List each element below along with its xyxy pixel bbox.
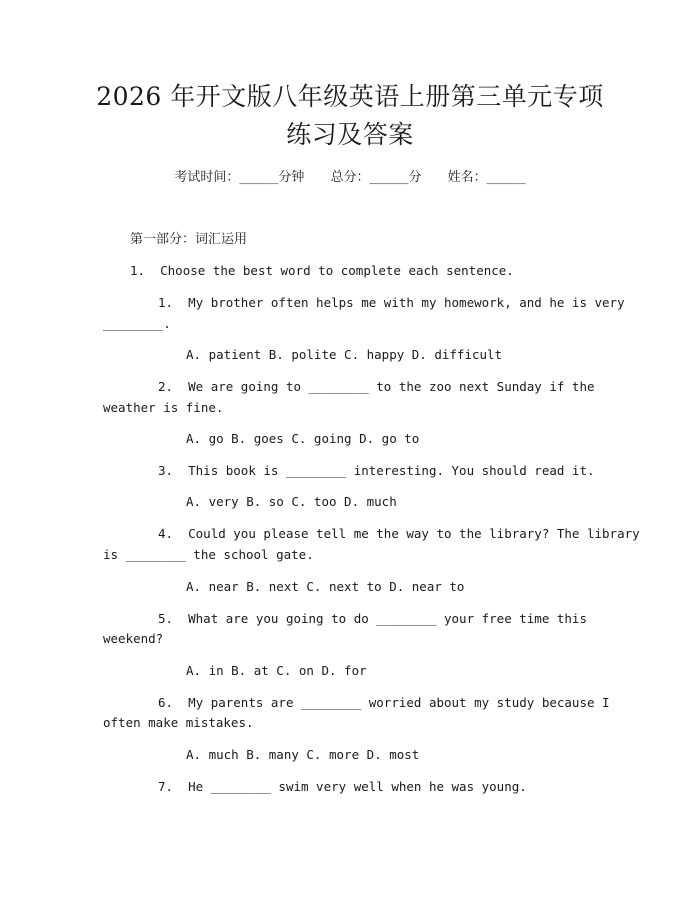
question-item-1-text: My brother often helps me with my homework, and he is very: [188, 295, 625, 310]
question-item-1-line2: ________.: [103, 316, 171, 331]
question-group-heading: [130, 260, 514, 281]
question-group-instruction: Choose the best word to complete each sentence.: [160, 263, 514, 278]
question-item-6-line1: [158, 692, 610, 713]
question-item-3-text: This book is ________ interesting. You should read it.: [188, 463, 595, 478]
question-item-2-options: A. go B. goes C. going D. go to: [186, 431, 420, 446]
question-item-4-line2: is ________ the school gate.: [103, 547, 314, 562]
name-label: 姓名：______: [447, 170, 526, 185]
section-title: 第一部分：词汇运用: [130, 232, 248, 247]
title-line-2: 练习及答案: [286, 120, 414, 149]
question-item-2-line2: weather is fine.: [103, 400, 224, 415]
question-item-7-number: 7.: [158, 779, 174, 794]
question-item-4-text: Could you please tell me the way to the library? The library: [188, 526, 640, 541]
question-item-1-line1: [158, 292, 625, 313]
question-item-5-number: 5.: [158, 611, 174, 626]
title-line-1: 2026 年开文版八年级英语上册第三单元专项: [96, 82, 604, 111]
question-group-number: 1.: [130, 263, 146, 278]
question-item-1-options: A. patient B. polite C. happy D. difficult: [186, 347, 503, 362]
question-item-4-line1: [158, 523, 640, 544]
question-item-3-line1: [158, 460, 595, 481]
question-item-2-text: We are going to ________ to the zoo next Sunday if the: [188, 379, 595, 394]
question-item-6-options: A. much B. many C. more D. most: [186, 747, 420, 762]
document-title: [60, 78, 640, 154]
question-item-6-number: 6.: [158, 695, 174, 710]
question-item-4-options: A. near B. next C. next to D. near to: [186, 579, 465, 594]
question-item-5-options: A. in B. at C. on D. for: [186, 663, 367, 678]
question-item-1-number: 1.: [158, 295, 174, 310]
exam-time-label: 考试时间：______分钟: [174, 170, 305, 185]
question-item-3-options: A. very B. so C. too D. much: [186, 494, 397, 509]
question-item-5-line2: weekend?: [103, 631, 164, 646]
question-item-6-text: My parents are ________ worried about my study because I: [188, 695, 610, 710]
exam-info-row: [0, 168, 700, 188]
question-item-7-line1: [158, 776, 527, 797]
total-score-label: 总分：______分: [330, 170, 422, 185]
question-item-2-number: 2.: [158, 379, 174, 394]
question-item-5-line1: [158, 608, 587, 629]
question-item-2-line1: [158, 376, 595, 397]
question-item-4-number: 4.: [158, 526, 174, 541]
question-item-5-text: What are you going to do ________ your free time this: [188, 611, 587, 626]
question-item-3-number: 3.: [158, 463, 174, 478]
question-item-6-line2: often make mistakes.: [103, 715, 254, 730]
question-item-7-text: He ________ swim very well when he was young.: [188, 779, 527, 794]
